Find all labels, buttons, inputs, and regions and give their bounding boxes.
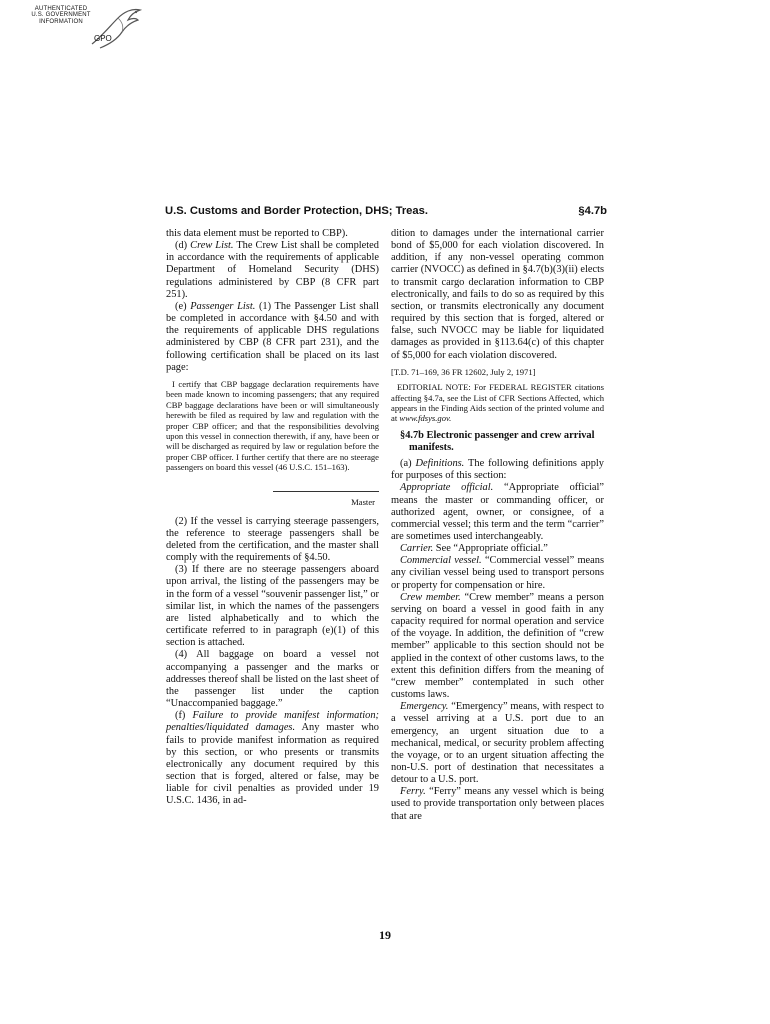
paragraph: (3) If there are no steerage passengers aboard upon arrival, the listing of the passengers may be in the form of a vessel “souvenir passenger list,” or similar list, in which the names of the passengers are listed alphabetically and to which the certificate referred to in paragraph (e)(1) of this section is attached. — [166, 564, 379, 649]
authentication-stamp — [30, 6, 146, 52]
header-section: §4.7b — [578, 205, 607, 217]
gpo-label: GPO — [94, 34, 112, 43]
certification-text: I certify that CBP baggage declaration requirements have been made known to incoming passengers; that any required CBP baggage declarations have been or will simultaneously herewith be filed as required by law and regulation with the proper CBP officer; and that the responsibilities devolving upon this vessel in connection therewith, if any, have been or will be discharged as required by law or regulation before the proper CBP officer. I further certify that there are no steerage passengers on board this vessel (46 U.S.C. 151–163). — [166, 378, 379, 473]
running-header — [165, 205, 607, 217]
stamp-line-3: INFORMATION — [39, 18, 83, 25]
definition-commercial-vessel: Commercial vessel. “Commercial vessel” means any civilian vessel being used to transport persons or property for compensation or hire. — [391, 555, 604, 591]
signature-label: Master — [351, 496, 375, 507]
paragraph: (2) If the vessel is carrying steerage passengers, the reference to steerage passengers shall be deleted from the certification, and the master shall comply with the requirements of §4.50. — [166, 515, 379, 564]
section-heading: §4.7b Electronic passenger and crew arrival manifests. — [400, 429, 595, 453]
note-url: www.fdsys.gov. — [399, 413, 452, 424]
left-column — [166, 228, 379, 807]
citation: [T.D. 71–169, 36 FR 12602, July 2, 1971] — [391, 366, 536, 377]
eagle-logo-icon — [88, 6, 144, 50]
definition-appropriate-official: Appropriate official. “Appropriate official” means the master or commanding officer, or authorized agent, owner, or consignee, of a commercial vessel; this term and the term “carrier” are sometimes used interchangeably. — [391, 482, 604, 542]
stamp-line-2: U.S. GOVERNMENT — [31, 12, 91, 19]
paragraph: this data element must be reported to CBP). — [166, 228, 348, 239]
page-number: 19 — [379, 928, 391, 942]
definition-emergency: Emergency. “Emergency” means, with respect to a vessel arriving at a U.S. port due to an emergency, an urgent situation due to a mechanical, medical, or security problem affecting the voyage, or to an urgent situation affecting the non-U.S. port of destination that necessitates a detour to a U.S. port. — [391, 701, 604, 786]
definition-crew-member: Crew member. “Crew member” means a person serving on board a vessel in good faith in any capacity required for normal operation and service of the voyage. In addition, the definition of “crew member” applicable to this section should not be applied in the context of other customs laws, to the extent this definition differs from the meaning of “crew member” contemplated in such other customs laws. — [391, 591, 604, 701]
signature-line — [273, 491, 379, 492]
paragraph-crew-list: (d) Crew List. The Crew List shall be completed in accordance with the requirements of applicable Department of Homeland Security (DHS) regulations administered by CBP (8 CFR part 251). — [166, 240, 379, 300]
stamp-text — [30, 6, 92, 25]
paragraph: dition to damages under the international carrier bond of $5,000 for each violation discovered. In addition, if any non-vessel operating common carrier (NVOCC) as defined in §4.7(b)(3)(ii) elects to transmit cargo declaration information to CBP electronically, and fails to do so as required by this section, or transmits electronically any document required by this section that is forged, altered or false, such NVOCC may be liable for liquidated damages as provided in §113.64(c) of this chapter of $5,000 for each violation discovered. — [391, 228, 604, 361]
paragraph: (4) All baggage on board a vessel not accompanying a passenger and the marks or addresses thereof shall be listed on the last sheet of the passenger list under the caption “Unaccompanied baggage.” — [166, 649, 379, 710]
definition-carrier: Carrier. See “Appropriate official.” — [400, 543, 548, 555]
paragraph-definitions: (a) Definitions. The following definitions apply for purposes of this section: — [391, 458, 604, 482]
definition-ferry: Ferry. “Ferry” means any vessel which is being used to provide transportation only between places that are — [391, 786, 604, 822]
paragraph-passenger-list: (e) Passenger List. (1) The Passenger List shall be completed in accordance with §4.50 and with the requirements of applicable DHS regulations administered by CBP (8 CFR part 231), and the following certification shall be placed on its last page: — [166, 300, 379, 373]
stamp-line-1: AUTHENTICATED — [34, 6, 88, 12]
header-title: U.S. Customs and Border Protection, DHS; Treas. — [165, 205, 428, 217]
editorial-note: EDITORIAL NOTE: For FEDERAL REGISTER citations affecting §4.7a, see the List of CFR Sections Affected, which appears in the Finding Aids section of the printed volume and at www.fdsys.gov. — [391, 382, 604, 424]
right-column — [391, 228, 604, 823]
paragraph-failure: (f) Failure to provide manifest information; penalties/liquidated damages. Any master who fails to provide manifest information as required by this section, or who presents or transmits electronically any document required by this section that is forged, altered or false, may be liable for civil penalties as provided under 19 U.S.C. 1436, in ad- — [166, 710, 379, 807]
